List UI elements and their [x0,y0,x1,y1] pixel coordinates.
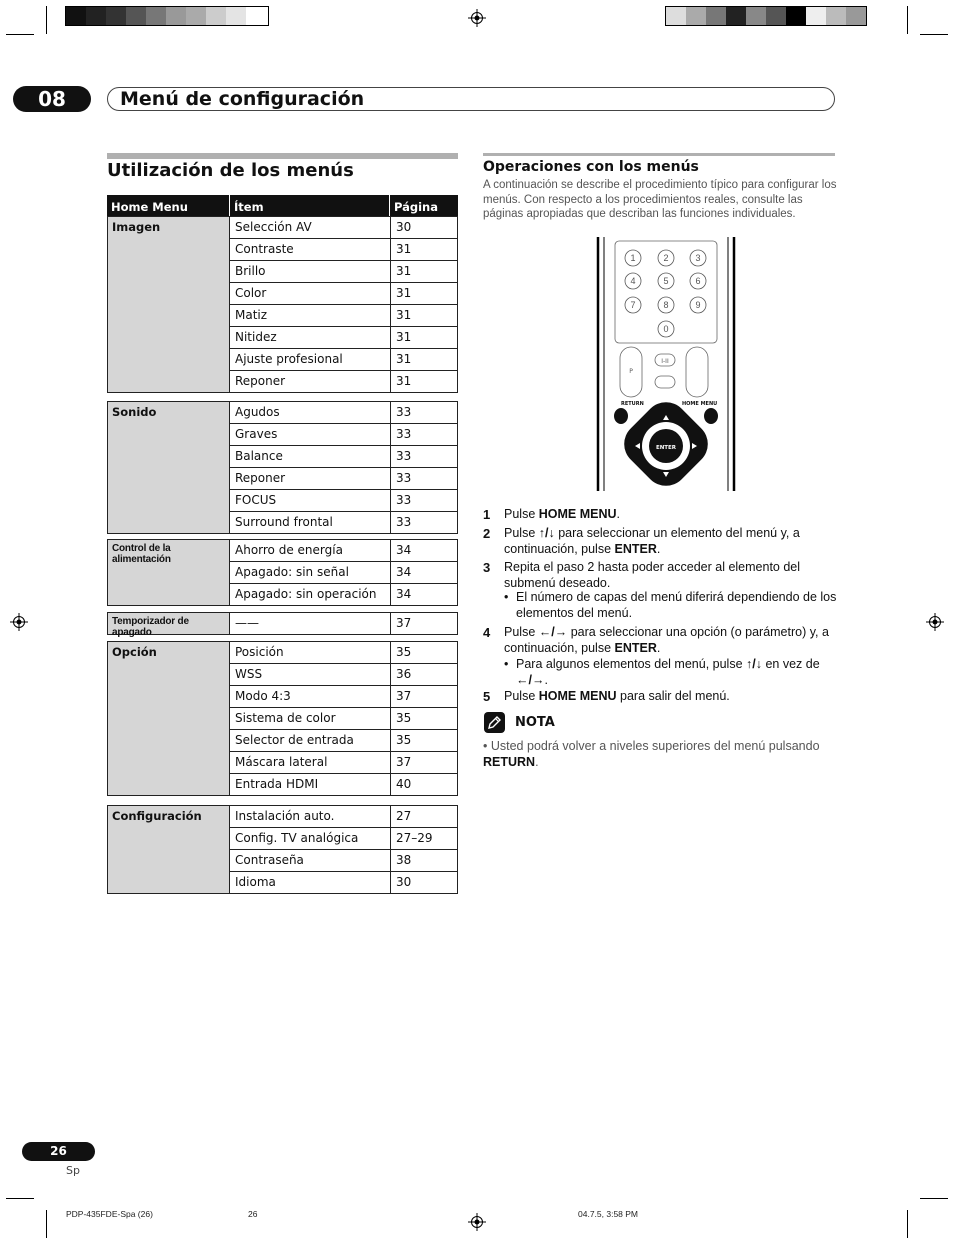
remote-digit-label: 4 [630,276,636,286]
menu-item-name: Brillo [235,264,266,278]
menu-item-page: 30 [390,217,457,238]
remote-enter-label: ENTER [655,445,677,451]
menu-category: Control de la alimentación [108,540,230,605]
menu-item-name: Config. TV analógica [235,831,359,845]
menu-item-page: 33 [390,512,457,534]
menu-item-page: 34 [390,540,457,561]
menu-item-name: Color [235,286,267,300]
color-bar-right [665,6,867,26]
menu-item-page: 33 [390,490,457,511]
menu-item-page: 38 [390,850,457,871]
menu-item-name: WSS [235,667,263,681]
menu-item-page: 31 [390,239,457,260]
table-row [230,584,457,606]
note-label: NOTA [515,715,555,730]
operations-title: Operaciones con los menús [483,159,699,175]
menu-category: Imagen [108,217,230,392]
note-text: • Usted podrá volver a niveles superiores del menú pulsando RETURN. [483,739,820,769]
menu-item-page: 40 [390,774,457,796]
remote-digit-label: 0 [663,324,669,334]
table-row [230,613,457,635]
remote-digit-label: 7 [630,300,636,310]
registration-mark-bottom [468,1213,486,1231]
menu-item-name: Ajuste profesional [235,352,343,366]
menu-item-page: 31 [390,327,457,348]
table-row [230,371,457,393]
table-row [230,349,457,371]
table-row [230,424,457,446]
registration-mark-top [468,9,486,27]
remote-digit-label: 9 [695,300,701,310]
menu-item-name: Sistema de color [235,711,336,725]
table-row [230,872,457,894]
color-bar-left [65,6,269,26]
menu-item-page: 35 [390,708,457,729]
table-row [230,283,457,305]
registration-mark-right [926,613,944,631]
menu-item-page: 33 [390,402,457,423]
table-row [230,686,457,708]
menu-item-name: Reponer [235,374,286,388]
remote-control-illustration [596,237,736,491]
table-row [230,774,457,796]
menu-item-page: 31 [390,349,457,370]
header-item: Ítem [234,200,264,214]
header-home-menu: Home Menu [111,200,188,214]
menu-item-page: 34 [390,584,457,606]
menu-item-name: Instalación auto. [235,809,335,823]
menu-item-page: 33 [390,424,457,445]
menu-item-name: Surround frontal [235,515,333,529]
menu-item-name: Contraseña [235,853,304,867]
menu-item-name: Contraste [235,242,294,256]
page-number: 26 [22,1142,95,1161]
menu-item-name: Entrada HDMI [235,777,319,791]
menu-item-name: Agudos [235,405,280,419]
menu-category: Sonido [108,402,230,533]
menu-item-page: 33 [390,468,457,489]
table-row [230,512,457,534]
menu-item-name: Posición [235,645,284,659]
menu-item-page: 31 [390,261,457,282]
menu-item-page: 27–29 [390,828,457,849]
menu-item-page: 35 [390,642,457,663]
table-row [230,562,457,584]
table-row [230,468,457,490]
remote-i-ii-label: I-II [661,358,669,365]
table-row [230,446,457,468]
menu-item-name: Modo 4:3 [235,689,291,703]
menu-group [107,641,458,796]
menu-item-name: Graves [235,427,278,441]
menu-item-page: 27 [390,806,457,827]
footer-timestamp: 04.7.5, 3:58 PM [578,1209,639,1219]
menu-item-name: Apagado: sin operación [235,587,377,601]
pencil-icon [484,712,505,733]
section-bar-right [483,153,835,156]
remote-p-label: P [629,368,633,375]
menu-item-name: Balance [235,449,283,463]
menu-category: Opción [108,642,230,795]
table-row [230,402,457,424]
menu-item-page: 37 [390,613,457,635]
table-row [230,806,457,828]
table-row [230,217,457,239]
table-row [230,850,457,872]
menu-item-page: 34 [390,562,457,583]
table-header [107,195,458,216]
footer-file: PDP-435FDE-Spa (26) [66,1209,153,1219]
remote-digit-label: 5 [663,276,669,286]
menu-item-name: Nitidez [235,330,277,344]
remote-digit-label: 2 [663,253,669,263]
menu-item-page: 37 [390,752,457,773]
table-row [230,828,457,850]
menu-category: Temporizador de apagado [108,613,230,634]
table-row [230,730,457,752]
table-row [230,664,457,686]
table-row [230,752,457,774]
operations-intro: A continuación se describe el procedimiento típico para configurar los menús. Con respecto a los procedimientos reales, consulte las páginas apropiadas que describan las funciones individuales. [483,179,837,220]
chapter-number: 08 [13,86,91,112]
chapter-title: Menú de configuración [120,88,365,110]
table-row [230,642,457,664]
menu-item-name: FOCUS [235,493,277,507]
table-row [230,540,457,562]
table-row [230,239,457,261]
menu-item-name: Máscara lateral [235,755,328,769]
menu-item-page: 33 [390,446,457,467]
menu-category: Configuración [108,806,230,893]
menu-item-name: Matiz [235,308,268,322]
header-page: Página [394,200,439,214]
menu-item-page: 37 [390,686,457,707]
menu-item-page: 36 [390,664,457,685]
remote-digit-label: 6 [695,276,701,286]
table-row [230,305,457,327]
menu-item-page: 31 [390,305,457,326]
menu-group [107,216,458,393]
menu-group [107,612,458,638]
menu-item-page: 31 [390,371,457,393]
page-language: Sp [66,1164,80,1177]
table-row [230,708,457,730]
menu-group [107,805,458,894]
menu-item-name: Selector de entrada [235,733,354,747]
footer-page-ref: 26 [248,1209,258,1219]
table-row [230,261,457,283]
section-bar-left [107,153,458,159]
table-row [230,327,457,349]
menu-item-page: 30 [390,872,457,894]
remote-digit-label: 3 [695,253,701,263]
registration-mark-left [10,613,28,631]
remote-home-menu-label: HOME MENU [682,401,718,407]
table-row [230,490,457,512]
menu-item-name: Apagado: sin señal [235,565,349,579]
menu-item-name: Idioma [235,875,276,889]
remote-digit-label: 1 [630,253,636,263]
menu-item-name: —— [235,616,259,630]
menu-item-page: 35 [390,730,457,751]
menu-item-name: Reponer [235,471,286,485]
menu-group [107,539,458,606]
menu-item-name: Selección AV [235,220,312,234]
section-title: Utilización de los menús [107,160,354,181]
menu-item-page: 31 [390,283,457,304]
remote-return-label: RETURN [621,401,644,407]
menu-item-name: Ahorro de energía [235,543,343,557]
remote-digit-label: 8 [663,300,669,310]
menu-group [107,401,458,534]
